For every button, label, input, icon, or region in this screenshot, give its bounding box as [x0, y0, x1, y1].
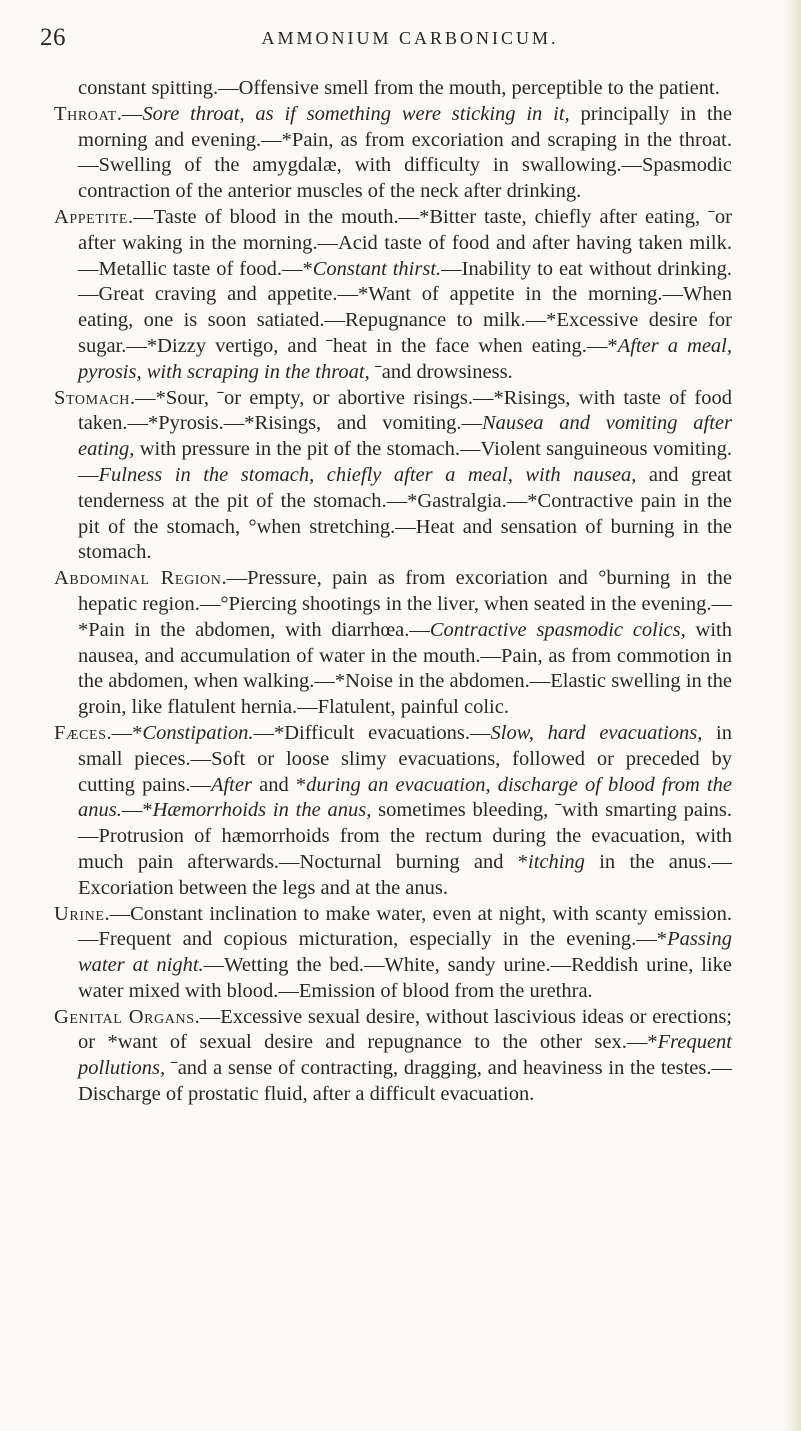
- italic-symptom: After: [210, 773, 252, 796]
- text-run: constant spitting.—Offensive smell from the mouth, perceptible to the patient.: [78, 77, 720, 99]
- text-run: principally in the morning and evening.—*Pain, as from excoriation and scraping in the throat.—Swelling of the amygdalæ, with difficulty in swallowing.—Spasmodic contraction of the anterior muscles of the neck after drinking.: [78, 102, 732, 203]
- text-run: .—*Sour, ˉor empty, or abortive risings.—*Risings, with taste of food taken.—*Pyrosis.—*Risings, and vomiting.—: [78, 386, 732, 435]
- page-header: [40, 20, 760, 60]
- section-urine: [54, 902, 732, 1005]
- text-run: with pressure in the pit of the stomach.—Violent sanguineous vomiting.—: [78, 438, 732, 486]
- text-run: .—: [116, 102, 143, 125]
- page-edge: [783, 0, 801, 1431]
- italic-symptom: Constant thirst.: [312, 257, 442, 280]
- section-heading: Genital Organs: [54, 1005, 195, 1028]
- text-run: .—Taste of blood in the mouth.—*Bitter taste, chiefly after eating, ˉor after waking in the morning.—Acid taste of food and after having taken milk.—Metallic taste of food.—*: [78, 205, 732, 280]
- section-heading: Throat: [54, 102, 117, 125]
- text-run: in small pieces.—Soft or loose slimy evacuations, followed or preceded by cutting pains.—: [78, 721, 733, 796]
- text-run: .—Pressure, pain as from excoriation and °burning in the hepatic region.—°Piercing shootings in the liver, when seated in the evening.—*Pain in the abdomen, with diarrhœa.—: [78, 567, 732, 641]
- section-heading: Fæces: [54, 721, 107, 744]
- section-heading: Abdominal Region: [54, 567, 222, 590]
- text-run: and great tenderness at the pit of the stomach.—*Gastralgia.—*Contractive pain in the pit of the stomach, °when stretching.—Heat and sensation of burning in the stomach.: [78, 463, 732, 564]
- text-run: —*Difficult evacuations.—: [253, 721, 491, 744]
- text-run: —Wetting the bed.—White, sandy urine.—Reddish urine, like water mixed with blood.—Emission of blood from the urethra.: [78, 954, 732, 1002]
- section-appetite: [54, 205, 732, 386]
- running-head: AMMONIUM CARBONICUM.: [261, 28, 559, 48]
- italic-symptom: Fulness in the stomach, chiefly after a meal, with nausea,: [98, 463, 637, 486]
- continuation-paragraph: [78, 76, 732, 102]
- section-stomach: [54, 386, 732, 567]
- italic-symptom: Contractive spasmodic colics,: [429, 618, 686, 641]
- italic-symptom: Sore throat, as if something were sticking in it,: [142, 102, 570, 125]
- text-run: in the anus.—Excoriation between the legs and at the anus.: [78, 850, 732, 899]
- text-run: ˉand drowsiness.: [369, 360, 513, 383]
- section-heading: Stomach: [54, 386, 131, 409]
- text-run: ˉand a sense of contracting, dragging, and heaviness in the testes.—Discharge of prostatic fluid, after a difficult evacuation.: [78, 1057, 732, 1106]
- italic-symptom: Constipation.: [142, 721, 254, 744]
- section-f-ces: [54, 721, 732, 902]
- italic-symptom: Passing water at night.: [78, 928, 732, 977]
- section-abdominal-region: [54, 566, 732, 721]
- text-run: .—*: [106, 721, 143, 744]
- text-run: —Inability to eat without drinking.—Great craving and appetite.—*Want of appetite in the morning.—When eating, one is soon satiated.—Repugnance to milk.—*Excessive desire for sugar.—*Dizzy vertigo, and ˉheat in the face when eating.—*: [78, 257, 732, 357]
- body-text: [54, 76, 733, 1108]
- page-number: 26: [40, 24, 66, 51]
- section-heading: Appetite: [54, 205, 129, 228]
- text-run: —*: [121, 799, 153, 822]
- italic-symptom: After a meal, pyrosis, with scraping in the throat,: [78, 334, 732, 383]
- section-genital-organs: [54, 1005, 732, 1108]
- italic-symptom: Frequent pollutions,: [78, 1031, 732, 1080]
- section-heading: Urine: [54, 902, 105, 925]
- italic-symptom: Slow, hard evacuations,: [490, 721, 703, 744]
- text-run: .—Excessive sexual desire, without lascivious ideas or erections; or *want of sexual desire and repugnance to the other sex.—*: [78, 1005, 732, 1054]
- text-run: sometimes bleeding, ˉwith smarting pains.—Protrusion of hæmorrhoids from the rectum during the evacuation, with much pain afterwards.—Nocturnal burning and *: [78, 799, 733, 873]
- italic-symptom: Nausea and vomiting after eating,: [78, 412, 732, 461]
- text-run: with nausea, and accumulation of water in the mouth.—Pain, as from commotion in the abdomen, when walking.—*Noise in the abdomen.—Elastic swelling in the groin, like flatulent hernia.—Flatulent, painful colic.: [78, 618, 732, 719]
- italic-symptom: during an evacuation, discharge of blood from the anus.: [78, 773, 732, 822]
- italic-symptom: Hæmorrhoids in the anus,: [152, 799, 372, 822]
- italic-symptom: itching: [528, 850, 585, 873]
- text-run: and *: [251, 773, 307, 796]
- section-throat: [54, 102, 732, 205]
- text-run: .—Constant inclination to make water, even at night, with scanty emission.—Frequent and copious micturation, especially in the evening.—*: [78, 902, 732, 951]
